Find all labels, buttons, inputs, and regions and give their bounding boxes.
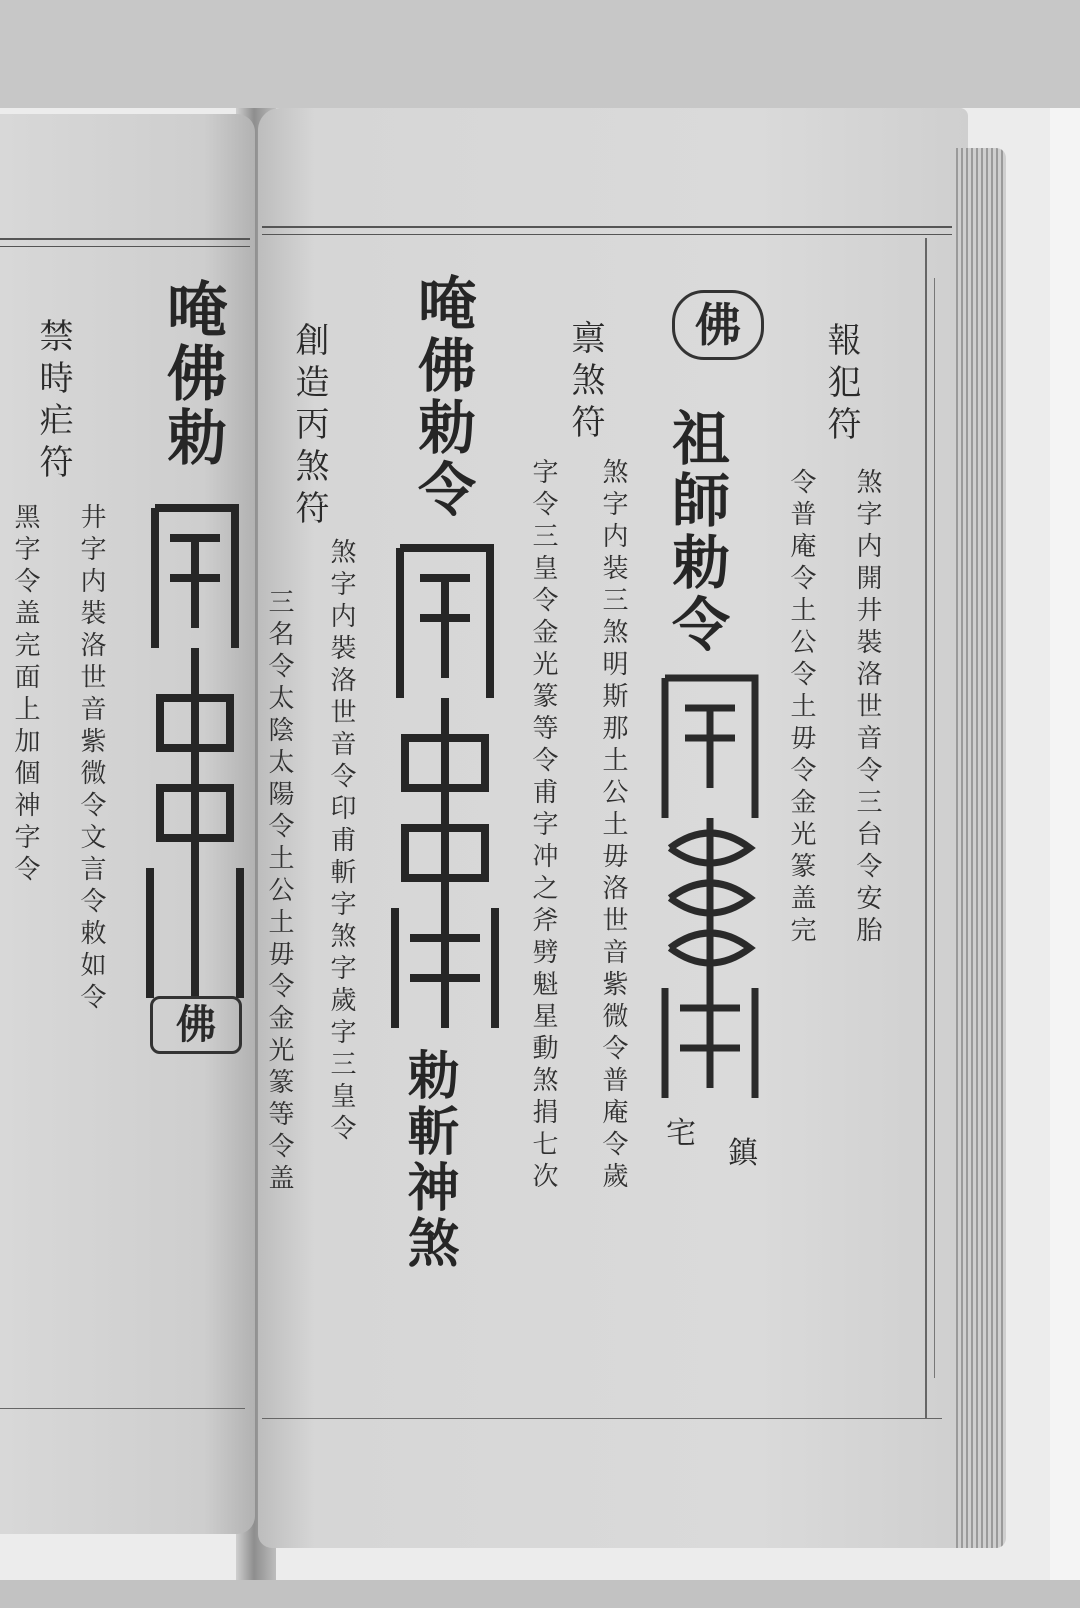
bottom-margin [0,1580,1080,1608]
top-margin [0,0,1080,108]
charm-bottom-text: 勅斬神煞 [398,1048,459,1272]
text-column: 黑字令盖完面上加個神字令 [10,503,40,887]
left-page-top-rule [0,238,250,247]
talisman-glyph [380,538,510,1038]
charm-label-zhen: 鎮 [728,1136,758,1171]
text-column: 煞字内裝洛世音令印甫斬字煞字歲字三皇令 [326,538,356,1146]
text-column: 煞字内装三煞明斯那土公土毋洛世音紫微令普庵令歲 [598,458,628,1194]
talisman-glyph [140,498,250,1018]
charm-seal-fo: 佛 [150,996,242,1054]
background-strip [1050,108,1080,1580]
charm-seal-fo: 佛 [672,290,764,360]
page-edges [956,148,1006,1548]
text-column: 井字内裝洛世音紫微令文言令敕如令 [76,503,106,1015]
charm-head: 祖師勅令 [662,408,730,656]
right-page-top-rule [262,226,952,235]
charm-label-zhai: 宅 [666,1116,696,1151]
text-column: 三名令太陰太陽令土公土毋令金光篆等令盖 [264,588,294,1196]
section-title-chuangzao: 創造丙煞符 [289,322,329,532]
charm-head: 唵佛勅 [157,278,227,470]
book-photo [0,108,1080,1580]
text-column: 字令三皇令金光篆等令甫字冲之斧劈魁星動煞捐七次 [528,458,558,1194]
section-title-baofan: 報犯符 [821,322,861,448]
right-page-frame-line [925,238,927,1418]
text-column: 令普庵令土公令土毋令金光篆盖完 [786,468,816,948]
section-title-jinshi: 禁時疟符 [33,318,73,486]
charm-head: 唵佛勅令 [408,273,476,521]
margin-strip [934,278,949,1378]
section-title-bingsha: 禀煞符 [565,320,605,446]
left-page-bottom-rule [0,1408,245,1409]
talisman-glyph [650,668,770,1108]
text-column: 煞字内開井裝洛世音令三台令安胎 [852,468,882,948]
